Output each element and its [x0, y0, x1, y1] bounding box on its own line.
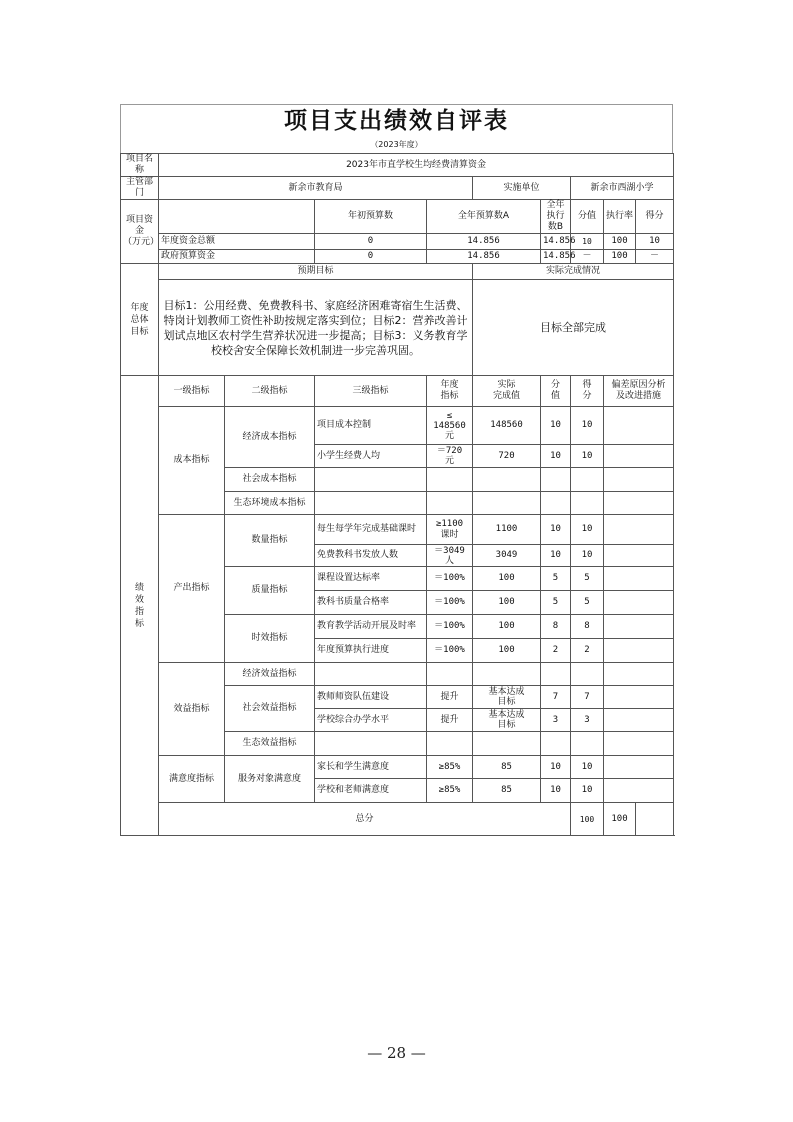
funds-gov-label: 政府预算资金 — [159, 250, 315, 264]
output-quality-item-1-score-value: 5 — [541, 567, 571, 591]
table-row — [121, 663, 674, 686]
output-time-item-1-score-value: 8 — [541, 615, 571, 639]
project-name: 2023年市直学校生均经费清算资金 — [159, 154, 674, 177]
output-qty-item-1-score-value: 10 — [541, 515, 571, 545]
benefit-social-item-2-actual: 基本达成 目标 — [473, 709, 541, 732]
output-quality-item-2-score-value: 5 — [541, 591, 571, 615]
output-quantity-label: 数量指标 — [225, 515, 315, 567]
satisfaction-item-1-target: ≥85% — [427, 756, 473, 779]
table-row — [121, 756, 674, 779]
benefit-social-item-1-score-value: 7 — [541, 686, 571, 709]
funds-gov-executed: 14.856 — [541, 250, 571, 264]
goals-label: 年度 总体 目标 — [121, 264, 159, 376]
satisfaction-item-1-score-value: 10 — [541, 756, 571, 779]
output-time-item-1-score: 8 — [571, 615, 604, 639]
output-time-item-1: 教育教学活动开展及时率 — [315, 615, 427, 639]
satisfaction-item-2-score-value: 10 — [541, 779, 571, 803]
output-quality-item-1-target: ＝100% — [427, 567, 473, 591]
row-department — [121, 177, 674, 200]
header-l1: 一级指标 — [159, 376, 225, 407]
funds-total-score-value: 10 — [571, 234, 604, 250]
cost-econ-label: 经济成本指标 — [225, 407, 315, 468]
cost-item-1: 项目成本控制 — [315, 407, 427, 445]
evaluation-sheet — [120, 104, 673, 836]
output-qty-item-1-actual: 1100 — [473, 515, 541, 545]
output-time-item-2-score-value: 2 — [541, 639, 571, 663]
benefit-social-item-2-target: 提升 — [427, 709, 473, 732]
benefit-social-item-2-score-value: 3 — [541, 709, 571, 732]
row-total — [121, 803, 674, 836]
header-score-2: 得 分 — [571, 376, 604, 407]
header-initial-budget: 年初预算数 — [315, 200, 427, 234]
row-funds-total — [121, 234, 674, 250]
output-time-item-1-target: ＝100% — [427, 615, 473, 639]
benefit-label: 效益指标 — [159, 663, 225, 756]
output-time-label: 时效指标 — [225, 615, 315, 663]
cost-item-2-analysis — [604, 445, 674, 468]
cost-item-1-target: ≤ 148560 元 — [427, 407, 473, 445]
output-qty-item-2-score-value: 10 — [541, 545, 571, 567]
satisfaction-item-2: 学校和老师满意度 — [315, 779, 427, 803]
output-label: 产出指标 — [159, 515, 225, 663]
output-quality-item-2-actual: 100 — [473, 591, 541, 615]
goals-actual-header: 实际完成情况 — [473, 264, 674, 280]
benefit-social-item-1-actual: 基本达成 目标 — [473, 686, 541, 709]
output-qty-item-1-score: 10 — [571, 515, 604, 545]
output-time-item-1-actual: 100 — [473, 615, 541, 639]
cost-item-1-score: 10 — [571, 407, 604, 445]
funds-total-score: 10 — [636, 234, 674, 250]
funds-gov-exec-rate: 100 — [604, 250, 636, 264]
benefit-econ-label: 经济效益指标 — [225, 663, 315, 686]
row-funds-gov — [121, 250, 674, 264]
project-name-label: 项目名称 — [121, 154, 159, 177]
cost-item-1-score-value: 10 — [541, 407, 571, 445]
cost-item-2-actual: 720 — [473, 445, 541, 468]
goals-expected-header: 预期目标 — [159, 264, 473, 280]
satisfaction-label: 满意度指标 — [159, 756, 225, 803]
header-score-value-2: 分 值 — [541, 376, 571, 407]
impl-name: 新余市西湖小学 — [571, 177, 674, 200]
satisfaction-item-1: 家长和学生满意度 — [315, 756, 427, 779]
satisfaction-item-2-target: ≥85% — [427, 779, 473, 803]
header-score: 得分 — [636, 200, 674, 234]
output-quality-item-2-target: ＝100% — [427, 591, 473, 615]
total-score: 100 — [604, 803, 636, 836]
output-qty-item-1-target: ≥1100 课时 — [427, 515, 473, 545]
funds-total-full: 14.856 — [427, 234, 541, 250]
benefit-social-item-2-score: 3 — [571, 709, 604, 732]
cost-item-2-target: ＝720 元 — [427, 445, 473, 468]
output-quality-item-1-actual: 100 — [473, 567, 541, 591]
row-goals-content — [121, 280, 674, 376]
output-quality-item-1: 课程设置达标率 — [315, 567, 427, 591]
benefit-social-item-1: 教师师资队伍建设 — [315, 686, 427, 709]
satisfaction-item-1-actual: 85 — [473, 756, 541, 779]
header-exec-rate: 执行率 — [604, 200, 636, 234]
cost-item-2-score: 10 — [571, 445, 604, 468]
cost-label: 成本指标 — [159, 407, 225, 515]
output-quality-item-2: 教科书质量合格率 — [315, 591, 427, 615]
funds-gov-full: 14.856 — [427, 250, 541, 264]
dept-label: 主管部门 — [121, 177, 159, 200]
row-funds-header — [121, 200, 674, 234]
output-qty-item-2-target: ＝3049 人 — [427, 545, 473, 567]
cost-item-2-score-value: 10 — [541, 445, 571, 468]
row-perf-header — [121, 376, 674, 407]
total-score-value: 100 — [571, 803, 604, 836]
goals-expected: 目标1：公用经费、免费教科书、家庭经济困难寄宿生生活费、特岗计划教师工资性补助按规定落实到位；目标2：营养改善计划试点地区农村学生营养状况进一步提高；目标3：义务教育学校校舍安全保障长效机制进一步完善巩固。 — [159, 280, 473, 376]
output-time-item-2: 年度预算执行进度 — [315, 639, 427, 663]
funds-gov-score-value: － — [571, 250, 604, 264]
satisfaction-item-2-score: 10 — [571, 779, 604, 803]
output-qty-item-2-actual: 3049 — [473, 545, 541, 567]
benefit-social-label: 社会效益指标 — [225, 686, 315, 732]
header-target: 年度 指标 — [427, 376, 473, 407]
cost-item-1-actual: 148560 — [473, 407, 541, 445]
table-row — [121, 407, 674, 445]
funds-gov-initial: 0 — [315, 250, 427, 264]
output-quality-item-1-score: 5 — [571, 567, 604, 591]
row-goals-header — [121, 264, 674, 280]
impl-label: 实施单位 — [473, 177, 571, 200]
header-actual: 实际 完成值 — [473, 376, 541, 407]
funds-header-blank — [159, 200, 315, 234]
goals-actual: 目标全部完成 — [473, 280, 674, 376]
table-row — [121, 515, 674, 545]
form-year: （2023年度） — [120, 137, 673, 153]
evaluation-table — [120, 153, 674, 836]
form-title: 项目支出绩效自评表 — [120, 104, 673, 137]
perf-label: 绩 效 指 标 — [121, 376, 159, 836]
satisfaction-item-2-actual: 85 — [473, 779, 541, 803]
funds-label: 项目资金 （万元） — [121, 200, 159, 264]
output-time-item-2-actual: 100 — [473, 639, 541, 663]
header-full-budget: 全年预算数A — [427, 200, 541, 234]
output-time-item-2-target: ＝100% — [427, 639, 473, 663]
header-executed: 全年执行数B — [541, 200, 571, 234]
benefit-social-item-1-target: 提升 — [427, 686, 473, 709]
funds-total-initial: 0 — [315, 234, 427, 250]
header-l3: 三级指标 — [315, 376, 427, 407]
cost-eco-label: 生态环境成本指标 — [225, 492, 315, 515]
benefit-eco-label: 生态效益指标 — [225, 732, 315, 756]
cost-item-2: 小学生经费人均 — [315, 445, 427, 468]
total-label: 总分 — [159, 803, 571, 836]
cost-item-1-analysis — [604, 407, 674, 445]
output-quality-item-2-score: 5 — [571, 591, 604, 615]
header-score-value: 分值 — [571, 200, 604, 234]
funds-gov-score: － — [636, 250, 674, 264]
header-l2: 二级指标 — [225, 376, 315, 407]
row-project-name — [121, 154, 674, 177]
output-time-item-2-score: 2 — [571, 639, 604, 663]
output-qty-item-2-score: 10 — [571, 545, 604, 567]
funds-total-executed: 14.856 — [541, 234, 571, 250]
cost-social-label: 社会成本指标 — [225, 468, 315, 492]
dept-name: 新余市教育局 — [159, 177, 473, 200]
funds-total-exec-rate: 100 — [604, 234, 636, 250]
header-analysis: 偏差原因分析 及改进措施 — [604, 376, 674, 407]
output-qty-item-1: 每生每学年完成基础课时 — [315, 515, 427, 545]
satisfaction-service-label: 服务对象满意度 — [225, 756, 315, 803]
page-number: — 28 — — [367, 1044, 426, 1062]
benefit-social-item-2: 学校综合办学水平 — [315, 709, 427, 732]
benefit-social-item-1-score: 7 — [571, 686, 604, 709]
output-quality-label: 质量指标 — [225, 567, 315, 615]
funds-total-label: 年度资金总额 — [159, 234, 315, 250]
satisfaction-item-1-score: 10 — [571, 756, 604, 779]
output-qty-item-2: 免费教科书发放人数 — [315, 545, 427, 567]
